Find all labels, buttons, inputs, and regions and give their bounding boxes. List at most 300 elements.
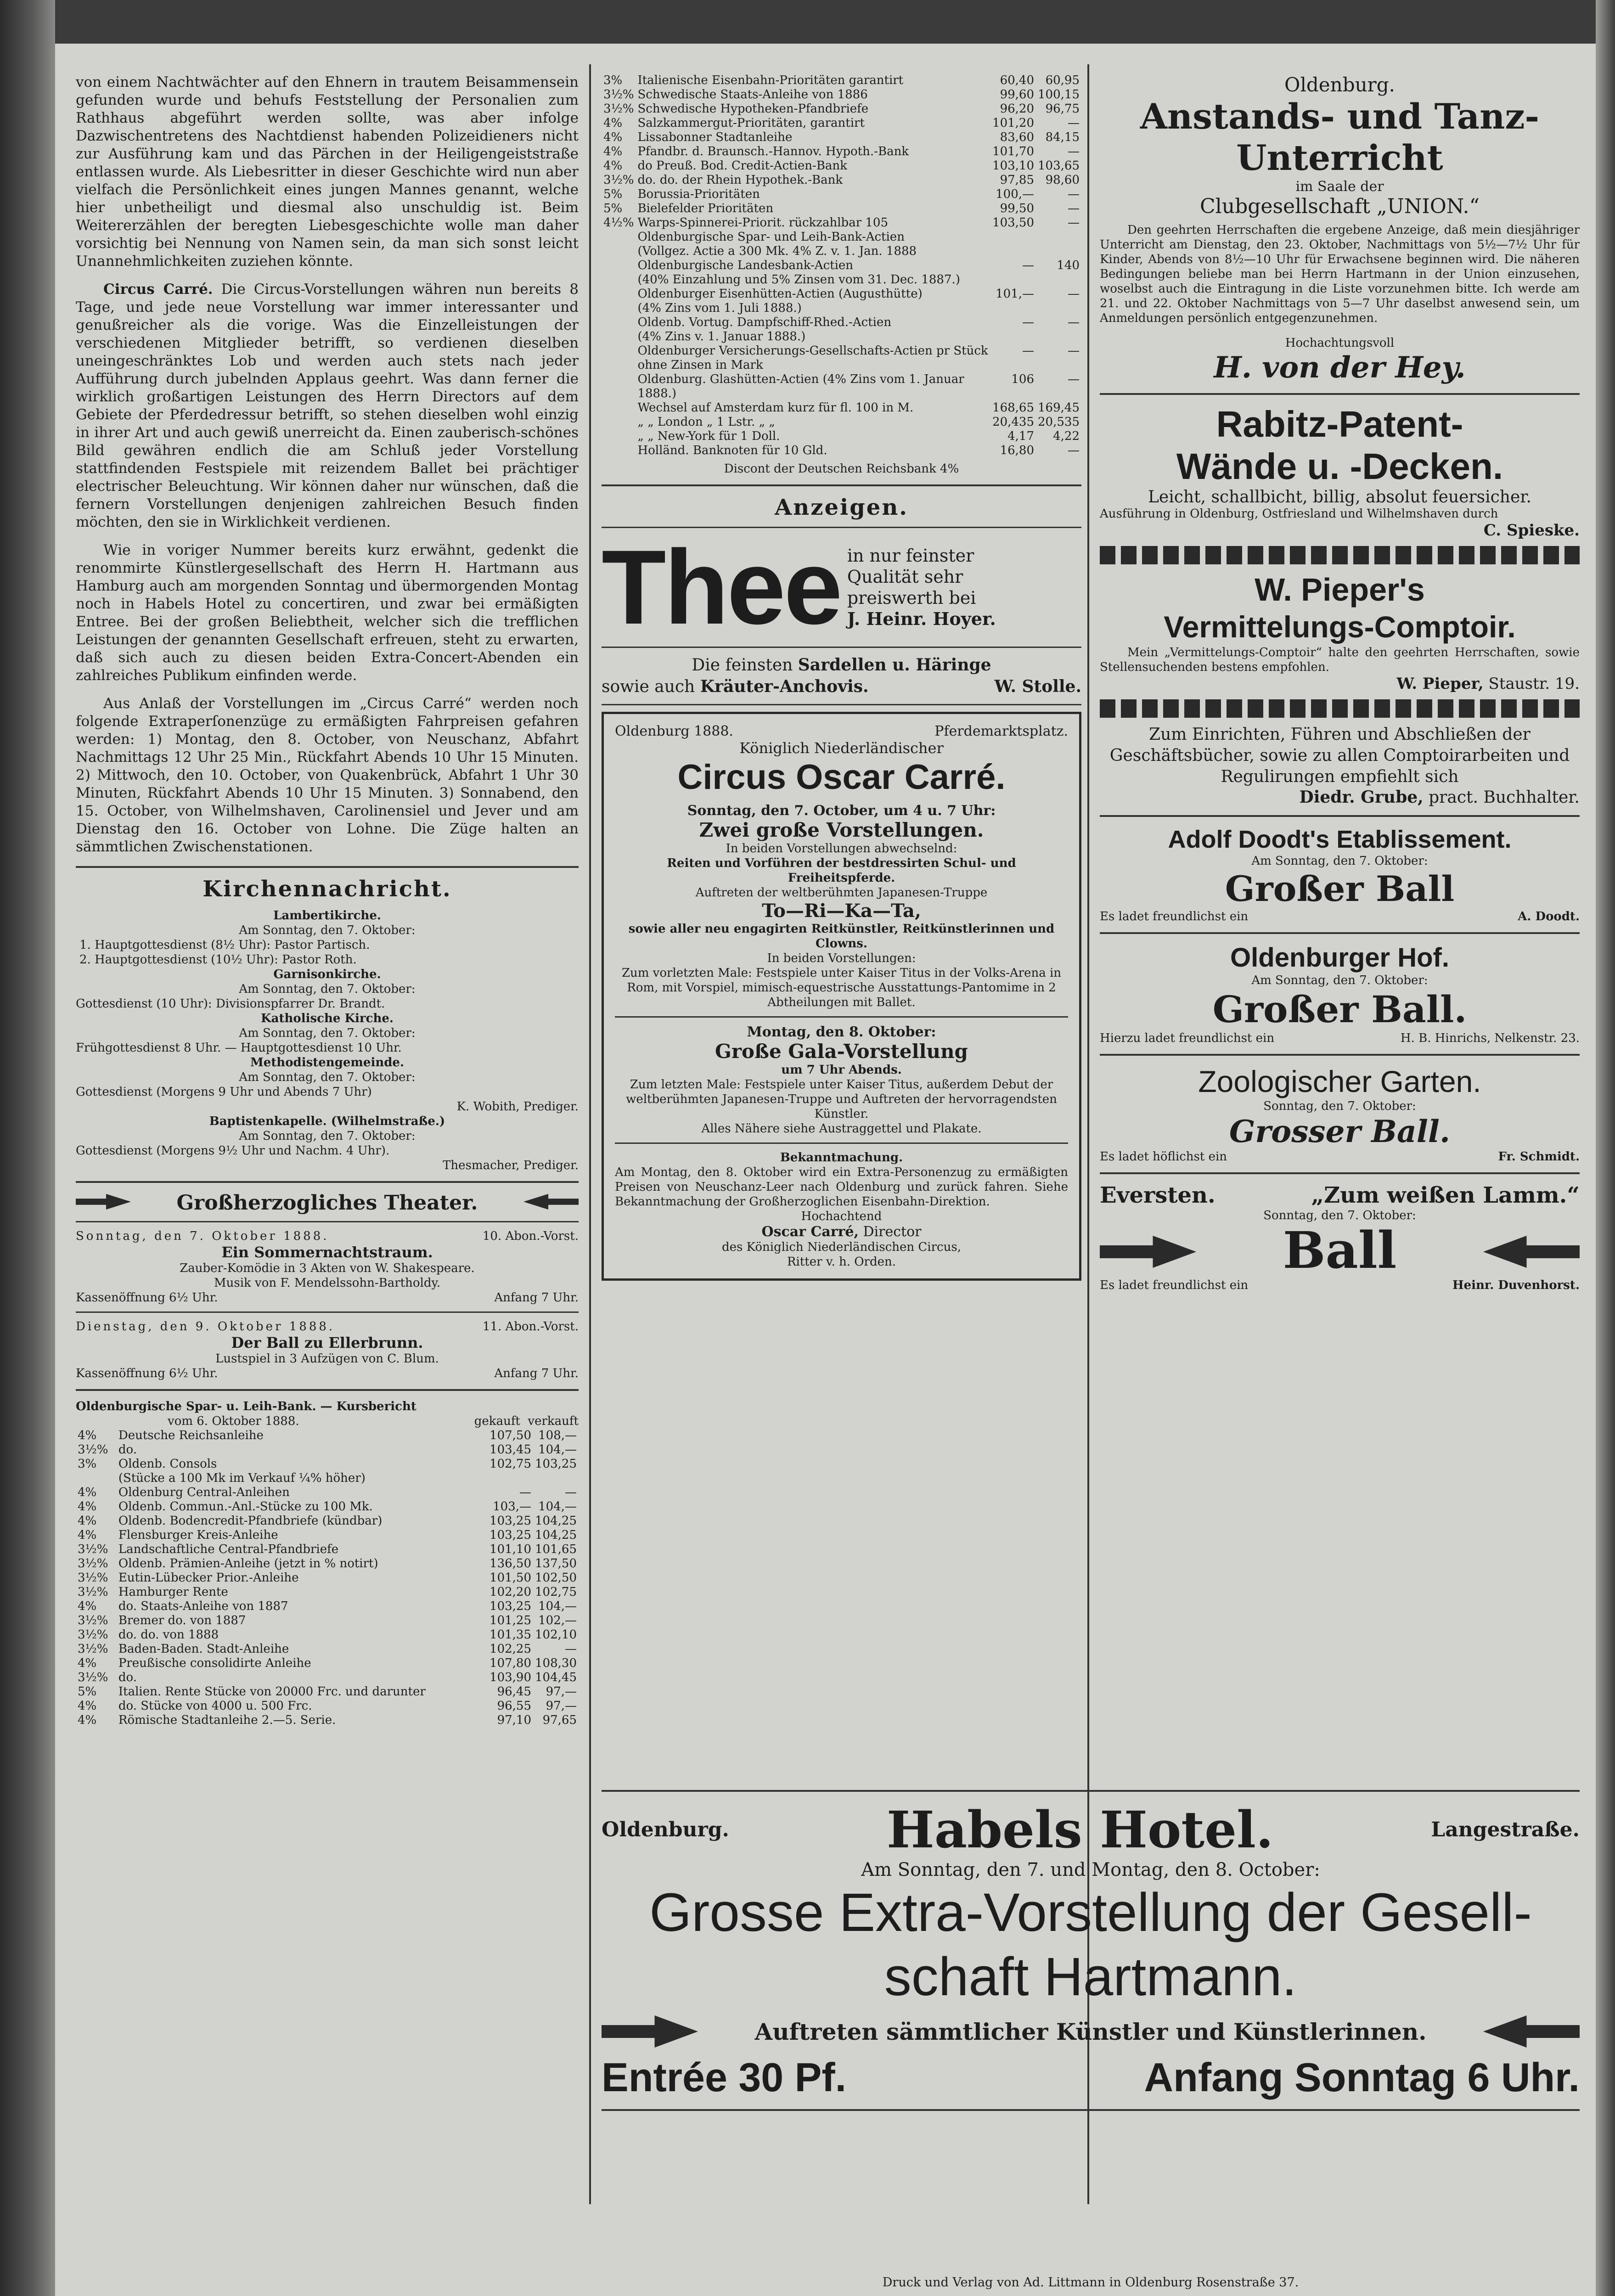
- rate-security: Lissabonner Stadtanleihe: [637, 130, 793, 144]
- rate-security: Holländ. Banknoten für 10 Gld.: [637, 444, 827, 457]
- rate-sold: 84,15: [1045, 130, 1080, 144]
- church-date: Am Sonntag, den 7. Oktober:: [239, 923, 416, 937]
- theater-desc: Lustspiel in 3 Aufzügen von C. Blum.: [215, 1352, 439, 1366]
- eversten-inn: „Zum weißen Lamm.“: [1311, 1182, 1580, 1208]
- pieper-address: Staustr. 19.: [1488, 675, 1580, 693]
- rate-percent: 4%: [78, 1514, 97, 1528]
- habels-header: [602, 1800, 1580, 1859]
- rate-bought: 16,80: [1000, 444, 1035, 457]
- dance-regards: Hochachtungsvoll: [1285, 336, 1395, 350]
- rate-row: [76, 1471, 579, 1486]
- rate-security: Oldenburg Central-Anleihen: [118, 1486, 290, 1499]
- habels-entree: Entrée 30 Pf.: [602, 2054, 847, 2100]
- rate-row: [76, 1628, 579, 1642]
- rate-security: Oldenb. Prämien-Anleihe (jetzt in % notirt): [118, 1557, 378, 1570]
- circus-more: Alles Nähere siehe Austraggettel und Plakate.: [701, 1122, 982, 1136]
- rate-bought: 101,35: [490, 1628, 532, 1642]
- doodt-ball: Großer Ball: [1225, 868, 1455, 909]
- bank-subheader: [76, 1414, 579, 1429]
- rate-percent: 3½%: [603, 102, 634, 116]
- rate-percent: 5%: [603, 187, 623, 201]
- rate-sold: —: [1068, 444, 1080, 457]
- circus-signature: [615, 1224, 1068, 1240]
- hof-date: Am Sonntag, den 7. Oktober:: [1251, 974, 1428, 987]
- rate-percent: 3½%: [78, 1585, 108, 1599]
- rate-sold: 169,45: [1038, 401, 1080, 415]
- rate-row: [76, 1542, 579, 1557]
- tea-line: preiswerth bei: [847, 588, 976, 608]
- rate-percent: 4%: [78, 1486, 97, 1499]
- column-rule-1: [589, 64, 591, 2204]
- theater-open: Kassenöffnung 6½ Uhr.: [76, 1291, 218, 1305]
- church-line: Gottesdienst (Morgens 9 Uhr und Abends 7 Uhr): [76, 1085, 372, 1099]
- rate-security: Italien. Rente Stücke von 20000 Frc. und darunter: [118, 1685, 426, 1699]
- article-circus-head: Circus Carré.: [103, 281, 213, 298]
- eversten-date: Sonntag, den 7. Oktober:: [1263, 1209, 1416, 1222]
- rate-sold: 4,22: [1053, 429, 1080, 443]
- rate-row: [76, 1671, 579, 1685]
- rate-row: [602, 344, 1081, 372]
- circus-name: Circus Oscar Carré.: [677, 758, 1006, 797]
- rate-bought: 101,25: [490, 1614, 532, 1627]
- circus-time: um 7 Uhr Abends.: [781, 1063, 902, 1077]
- dance-signature: H. von der Hey.: [1214, 350, 1466, 385]
- rate-percent: 3½%: [603, 173, 634, 187]
- circus-artists: sowie aller neu engagirten Reitkünstler, Reitkünstlerinnen und Clowns.: [628, 922, 1055, 951]
- theater-abo: 10. Abon.-Vorst.: [482, 1229, 579, 1243]
- rate-security: Salzkammergut-Prioritäten, garantirt: [637, 116, 865, 130]
- rate-row: [76, 1685, 579, 1699]
- rate-security: Pfandbr. d. Braunsch.-Hannov. Hypoth.-Bank: [637, 145, 909, 158]
- rate-sold: 104,—: [538, 1443, 577, 1457]
- rate-percent: [602, 372, 636, 401]
- theater-start: Anfang 7 Uhr.: [494, 1367, 579, 1380]
- rate-bought: 101,10: [490, 1542, 532, 1556]
- habels-headline-1: Grosse Extra-Vorstellung der Gesell-: [649, 1882, 1532, 1943]
- habels-headline-2: schaft Hartmann.: [884, 1947, 1297, 2007]
- rate-row: [76, 1443, 579, 1457]
- zoo-title: Zoologischer Garten.: [1198, 1064, 1481, 1098]
- rate-bought: —: [1022, 344, 1035, 358]
- circus-notice-title: Bekanntmachung.: [780, 1151, 903, 1165]
- rate-percent: [602, 287, 636, 301]
- pointing-hand-icon: [602, 2015, 698, 2048]
- rate-security: Borussia-Prioritäten: [637, 187, 760, 201]
- rate-bought: 83,60: [1000, 130, 1035, 144]
- circus-both2: In beiden Vorstellungen:: [767, 951, 916, 965]
- securities-rates-table: [602, 73, 1081, 458]
- church-date: Am Sonntag, den 7. Oktober:: [239, 1026, 416, 1040]
- rate-security: Flensburger Kreis-Anleihe: [118, 1528, 278, 1542]
- divider: [615, 1016, 1068, 1018]
- rate-row: [602, 273, 1081, 287]
- doodt-signature: A. Doodt.: [1518, 910, 1580, 923]
- pieper-name: W. Pieper,: [1396, 675, 1484, 693]
- tea-line: Qualität sehr: [847, 567, 963, 587]
- tea-ad: [602, 528, 1081, 646]
- rate-sold: 108,—: [538, 1429, 577, 1442]
- rate-security: Oldenburger Versicherungs-Gesellschafts-Actien pr Stück ohne Zinsen in Mark: [637, 344, 988, 372]
- rate-security: Bielefelder Prioritäten: [637, 202, 774, 215]
- rate-row: [76, 1500, 579, 1514]
- rate-row: [602, 159, 1081, 173]
- church-catholic: Katholische Kirche.: [261, 1012, 394, 1025]
- theater-times: [76, 1290, 579, 1305]
- rate-bought: 20,435: [992, 415, 1035, 429]
- divider: [76, 866, 579, 868]
- rate-security: Römische Stadtanleihe 2.—5. Serie.: [118, 1713, 336, 1727]
- eversten-place: Eversten.: [1100, 1182, 1215, 1208]
- rate-bought: [990, 330, 1036, 344]
- rate-row: [76, 1486, 579, 1500]
- rate-row: [602, 130, 1081, 145]
- rate-percent: [602, 273, 636, 287]
- doodt-invite: Es ladet freundlichst ein: [1100, 910, 1249, 923]
- rate-sold: 100,15: [1038, 88, 1080, 101]
- theater-play: Der Ball zu Ellerbrunn.: [231, 1334, 423, 1351]
- rate-sold: —: [1068, 116, 1080, 130]
- rate-percent: [602, 415, 636, 429]
- rate-row: [76, 1585, 579, 1599]
- rate-bought: 4,17: [1007, 429, 1035, 443]
- church-preacher: Thesmacher, Prediger.: [443, 1159, 579, 1172]
- rate-bought: 102,75: [490, 1457, 532, 1471]
- stolle-text: Die feinsten: [692, 656, 793, 675]
- rate-bought: 60,40: [1000, 73, 1035, 87]
- divider: [602, 704, 1081, 705]
- rate-row: [76, 1656, 579, 1671]
- rate-security: Schwedische Staats-Anleihe von 1886: [637, 88, 868, 101]
- rate-security: (Vollgez. Actie a 300 Mk. 4% Z. v. 1. Jan. 1888: [637, 244, 917, 258]
- rate-sold: [1036, 330, 1081, 344]
- rate-percent: [602, 344, 636, 372]
- rate-sold: —: [1068, 187, 1080, 201]
- church-date: Am Sonntag, den 7. Oktober:: [239, 1070, 416, 1084]
- rate-percent: 4%: [78, 1656, 97, 1670]
- rate-sold: —: [1068, 344, 1080, 358]
- rate-bought: [990, 301, 1036, 315]
- rate-security: Italienische Eisenbahn-Prioritäten garantirt: [637, 73, 904, 87]
- circus-notice: Am Montag, den 8. Oktober wird ein Extra-Personenzug zu ermäßigten Preisen von Neuschanz-Leer nach Oldenburg und zurück fahren. Siehe Bekanntmachung der Großherzoglichen Eisenbahn-Direktion.: [615, 1165, 1068, 1209]
- divider: [76, 1181, 579, 1183]
- hof-invite: Hierzu ladet freundlichst ein: [1100, 1031, 1275, 1045]
- church-methodist: Methodistengemeinde.: [250, 1056, 405, 1069]
- theater-music: Musik von F. Mendelssohn-Bartholdy.: [214, 1276, 440, 1290]
- divider: [1100, 393, 1580, 395]
- zoo-footer: [1100, 1149, 1580, 1164]
- article-circus-carre: [76, 281, 579, 531]
- rate-bought: 102,25: [490, 1642, 532, 1656]
- rate-row: [602, 330, 1081, 344]
- rate-row: [602, 301, 1081, 315]
- divider: [1100, 1172, 1580, 1174]
- rate-percent: 3½%: [78, 1557, 108, 1570]
- divider: [1100, 815, 1580, 817]
- rate-security: Oldenburg. Glashütten-Actien (4% Zins vom 1. Januar 1888.): [637, 372, 964, 400]
- rate-percent: 4%: [603, 130, 623, 144]
- rabitz-title-1: Rabitz-Patent-: [1216, 404, 1463, 445]
- rate-sold: 104,45: [535, 1671, 577, 1684]
- tea-text: [841, 545, 996, 630]
- divider: [76, 1221, 579, 1222]
- book-binding: [0, 0, 55, 2296]
- rate-bought: 103,25: [490, 1599, 532, 1613]
- divider: [1100, 1054, 1580, 1056]
- column-3: [1100, 73, 1580, 1293]
- rate-sold: —: [565, 1642, 577, 1656]
- stolle-product: Sardellen u. Häringe: [798, 655, 991, 675]
- rate-security: do.: [118, 1671, 137, 1684]
- divider: [1100, 932, 1580, 934]
- article-circus-body: Die Circus-Vorstellungen währen nun bereits 8 Tage, und jede neue Vorstellung war immer interessanter und genußreicher als die vorige. Was die Einzelleistungen der verschiedenen Mitglieder betrifft, so verdienen dieselben uneingeschränktes Lob und werden auch stets nach jeder Aufführung durch jubelnden Applaus geehrt. Was dann ferner die wirklich großartigen Leistungen des Herrn Directors auf dem Gebiete der Pferdedressur betrifft, so stehen dieselben wohl einzig in ihrer Art und auch gewiß unerreicht da. Einen zauberisch-schönes Bild gewähren endlich die am Schluß jeder Vorstellung stattfindenden Festspiele mit reizendem Ballet bei prächtiger electrischer Beleuchtung. Wir können daher nur wünschen, daß die fernern Vorstellungen denjenigen zahlreichen Besuch finden möchten, den sie in Wirklichkeit verdienen.: [76, 281, 579, 530]
- rate-security: Oldenb. Commun.-Anl.-Stücke zu 100 Mk.: [118, 1500, 373, 1514]
- rate-percent: [602, 401, 636, 415]
- rate-row: [602, 244, 1081, 259]
- rate-row: [76, 1557, 579, 1571]
- rate-security: (40% Einzahlung und 5% Zinsen vom 31. Dec. 1887.): [637, 273, 960, 287]
- eversten-header: [1100, 1182, 1580, 1208]
- rate-security: do. do. der Rhein Hypothek.-Bank: [637, 173, 843, 187]
- zoo-date: Sonntag, den 7. Oktober:: [1263, 1099, 1416, 1113]
- rate-percent: 4%: [603, 116, 623, 130]
- rate-sold: 104,25: [535, 1514, 577, 1528]
- rate-security: (Stücke a 100 Mk im Verkauf ¼% höher): [118, 1471, 366, 1485]
- divider: [602, 2109, 1580, 2111]
- rate-security: (4% Zins v. 1. Januar 1888.): [637, 330, 806, 343]
- rate-bought: 101,70: [992, 145, 1035, 158]
- theater-date-row: [76, 1319, 579, 1334]
- dance-title-1: Anstands- und Tanz-: [1140, 96, 1540, 137]
- rate-row: [602, 187, 1081, 202]
- grube-signature: [1100, 788, 1580, 807]
- rate-percent: [602, 429, 636, 444]
- habels-street: Langestraße.: [1431, 1818, 1580, 1841]
- grube-name: Diedr. Grube,: [1299, 788, 1424, 807]
- rate-sold: —: [1068, 145, 1080, 158]
- tea-merchant: J. Heinr. Hoyer.: [847, 608, 996, 629]
- rate-sold: 104,—: [538, 1599, 577, 1613]
- rate-sold: —: [565, 1486, 577, 1499]
- eversten-signature: Heinr. Duvenhorst.: [1452, 1278, 1580, 1292]
- discount-rate: Discont der Deutschen Reichsbank 4%: [724, 462, 959, 476]
- rate-percent: 3½%: [78, 1614, 108, 1627]
- church-date: Am Sonntag, den 7. Oktober:: [239, 982, 416, 996]
- theater-abo: 11. Abon.-Vorst.: [482, 1320, 579, 1334]
- rate-bought: 101,20: [992, 116, 1035, 130]
- church-preacher: K. Wobith, Prediger.: [456, 1100, 579, 1114]
- bank-col-bought: gekauft: [474, 1414, 520, 1428]
- rate-security: Preußische consolidirte Anleihe: [118, 1656, 311, 1670]
- rate-percent: [76, 1471, 117, 1486]
- church-line: Gottesdienst (Morgens 9½ Uhr und Nachm. 4 Uhr).: [76, 1144, 390, 1158]
- circus-last: Zum letzten Male: Festspiele unter Kaiser Titus, außerdem Debut der weltberühmten Japanesen-Truppe und Auftreten der hervorragendsten Künstler.: [626, 1078, 1057, 1121]
- rate-row: [602, 429, 1081, 444]
- rate-row: [602, 259, 1081, 273]
- theater-header: [76, 1191, 579, 1215]
- rate-security: Oldenburger Eisenhütten-Actien (Augusthütte): [637, 287, 923, 301]
- stolle-ad: [602, 654, 1081, 698]
- rate-bought: 101,—: [996, 287, 1035, 301]
- dance-hall: im Saale der: [1295, 179, 1384, 195]
- page-fold: [1596, 0, 1615, 2296]
- rate-bought: [488, 1471, 533, 1486]
- habels-start: Anfang Sonntag 6 Uhr.: [1144, 2054, 1580, 2100]
- rate-sold: —: [1068, 216, 1080, 230]
- eversten-ball: Ball: [1283, 1221, 1397, 1280]
- rate-bought: 103,25: [490, 1528, 532, 1542]
- theater-play: Ein Sommernachtstraum.: [221, 1244, 433, 1261]
- church-line: Gottesdienst (10 Uhr): Divisionspfarrer Dr. Brandt.: [76, 997, 385, 1011]
- rate-security: Baden-Baden. Stadt-Anleihe: [118, 1642, 289, 1656]
- rate-percent: 3½%: [603, 88, 634, 101]
- rate-security: Oldenb. Vortug. Dampfschiff-Rhed.-Actien: [637, 315, 892, 329]
- rate-bought: 102,20: [490, 1585, 532, 1599]
- theater-date-row: [76, 1229, 579, 1244]
- rate-row: [76, 1571, 579, 1585]
- hof-title: Oldenburger Hof.: [1230, 943, 1449, 973]
- rate-sold: [1036, 244, 1081, 259]
- rate-percent: 4%: [78, 1429, 97, 1442]
- rate-bought: 97,10: [497, 1713, 532, 1727]
- rate-percent: 4%: [78, 1599, 97, 1613]
- rate-row: [602, 216, 1081, 230]
- church-lamberti: Lambertikirche.: [273, 909, 381, 923]
- circus-director: Oscar Carré,: [761, 1224, 859, 1240]
- article-extra-trains: Aus Anlaß der Vorstellungen im „Circus Carré“ werden noch folgende Extraperſonenzüge zu ermäßigten Fahrpreisen gefahren werden: 1) Montag, den 8. October, von Neuschanz, Abfahrt Nachmittags 12 Uhr 25 Min., Rückfahrt Abends 10 Uhr 15 Minuten. 2) Mittwoch, den 10. October, von Quakenbrück, Abfahrt 1 Uhr 30 Minuten, Rückfahrt Abends 10 Uhr 15 Minuten. 3) Sonnabend, den 15. October, von Wilhelmshaven, Carolinensiel und Jever und am Dienstag den 16. October von Lohne. Die Züge halten an sämmtlichen Zwischenstationen.: [76, 695, 579, 855]
- rate-percent: 4%: [78, 1500, 97, 1514]
- eversten-invite: Es ladet freundlichst ein: [1100, 1278, 1249, 1292]
- rate-bought: 103,25: [490, 1514, 532, 1528]
- eversten-ball-row: [1100, 1223, 1580, 1278]
- rate-percent: [602, 301, 636, 315]
- rabitz-signature: C. Spieske.: [1483, 521, 1580, 540]
- rate-row: [76, 1599, 579, 1614]
- rate-row: [602, 102, 1081, 116]
- grube-text: Zum Einrichten, Führen und Abschließen der Geschäftsbücher, sowie zu allen Comptoirarbeiten und Regulirungen empfiehlt sich: [1109, 725, 1570, 786]
- rate-bought: 97,85: [1000, 173, 1035, 187]
- rate-bought: 99,50: [1000, 202, 1035, 215]
- rate-sold: 97,—: [546, 1699, 577, 1713]
- rate-percent: [602, 315, 636, 330]
- rate-bought: —: [1022, 315, 1035, 329]
- rate-security: Landschaftliche Central-Pfandbriefe: [118, 1542, 339, 1556]
- church-line: Frühgottesdienst 8 Uhr. — Hauptgottesdienst 10 Uhr.: [76, 1041, 402, 1055]
- rate-security: do Preuß. Bod. Credit-Actien-Bank: [637, 159, 847, 173]
- rate-percent: 3½%: [78, 1671, 108, 1684]
- doodt-date: Am Sonntag, den 7. Oktober:: [1251, 854, 1428, 868]
- rate-security: Warps-Spinnerei-Priorit. rückzahlbar 105: [637, 216, 889, 230]
- column-1: [76, 73, 579, 1728]
- rate-percent: 3½%: [78, 1628, 108, 1642]
- rate-bought: 168,65: [992, 401, 1035, 415]
- church-line: 1. Hauptgottesdienst (8½ Uhr): Pastor Partisch.: [79, 938, 370, 952]
- circus-titus: Zum vorletzten Male: Festspiele unter Kaiser Titus in der Volks-Arena in Rom, mit Vorspiel, mimisch-equestrische Ausstattungs-Pantomime in 2 Abtheilungen mit Ballet.: [621, 966, 1062, 1009]
- circus-date: Sonntag, den 7. October, um 4 u. 7 Uhr:: [687, 803, 996, 819]
- rabitz-text: Ausführung in Oldenburg, Ostfriesland und Wilhelmshaven durch: [1100, 507, 1498, 521]
- article-night-watchman: von einem Nachtwächter auf den Ehnern in trautem Beisammensein gefunden wurde und behufs Feststellung der Personalien zum Rathhaus abgeführt werden sollte, was aber infolge Dazwischentretens des Nachtdienst habenden Polizeidieners nicht zur Ausführung kam und das Pärchen in der Heiligengeiststraße entlassen wurde. Als Liebesritter in dieser Geschichte wird nun aber vielfach die Persönlichkeit eines jungen Mannes genannt, welche hier unbetheiligt und diesmal also unschuldig ist. Beim Weitererzählen der beregten Liebesgeschichte wolle man daher vorsichtig bei Nennung von Namen sein, da man sich sonst leicht Unannehmlichkeiten zuziehen könnte.: [76, 74, 579, 270]
- stolle-text: sowie auch: [602, 677, 695, 696]
- divider: [615, 1142, 1068, 1144]
- rate-row: [602, 116, 1081, 130]
- pointing-hand-icon: [1483, 1236, 1580, 1268]
- rate-percent: [602, 259, 636, 273]
- theater-date: Sonntag, den 7. Oktober 1888.: [76, 1229, 329, 1243]
- rate-bought: 103,10: [992, 159, 1035, 173]
- rate-security: Schwedische Hypotheken-Pfandbriefe: [637, 102, 869, 116]
- rate-row: [76, 1642, 579, 1656]
- circus-two-shows: Zwei große Vorstellungen.: [699, 819, 984, 841]
- ornament-border: [1100, 546, 1580, 564]
- hof-ball: Großer Ball.: [1212, 988, 1467, 1031]
- rate-row: [76, 1614, 579, 1628]
- circus-sign3: Ritter v. h. Orden.: [787, 1255, 896, 1269]
- rate-security: do.: [118, 1443, 137, 1457]
- rate-percent: 3½%: [78, 1571, 108, 1585]
- rate-security: do. do. von 1888: [118, 1628, 219, 1642]
- doodt-title: Adolf Doodt's Etablissement.: [1168, 826, 1512, 853]
- theater-times: [76, 1366, 579, 1381]
- pointing-hand-icon: [523, 1194, 579, 1210]
- habels-date: Am Sonntag, den 7. und Montag, den 8. October:: [861, 1859, 1320, 1880]
- circus-troupe: To—Ri—Ka—Ta,: [762, 900, 921, 922]
- circus-sign2: des Königlich Niederländischen Circus,: [722, 1240, 961, 1254]
- rate-sold: [1036, 273, 1081, 287]
- ornament-border: [1100, 699, 1580, 718]
- rate-percent: 4%: [78, 1713, 97, 1727]
- grube-role: pract. Buchhalter.: [1429, 788, 1580, 807]
- rate-security: Oldenburgische Spar- und Leih-Bank-Actien: [637, 230, 905, 244]
- theater-open: Kassenöffnung 6½ Uhr.: [76, 1367, 218, 1380]
- bank-title: Oldenburgische Spar- u. Leih-Bank. — Kursbericht: [76, 1400, 416, 1413]
- circus-royal: Königlich Niederländischer: [739, 739, 944, 757]
- rate-sold: —: [1068, 315, 1080, 329]
- circus-ad: [602, 712, 1081, 1281]
- rate-sold: 102,75: [535, 1585, 577, 1599]
- rate-row: [76, 1713, 579, 1728]
- rate-row: [76, 1429, 579, 1443]
- pointing-hand-icon: [76, 1194, 131, 1210]
- circus-director-role: Director: [863, 1224, 922, 1240]
- rate-bought: 103,90: [490, 1671, 532, 1684]
- rate-row: [76, 1514, 579, 1528]
- doodt-footer: [1100, 909, 1580, 924]
- rate-percent: [602, 330, 636, 344]
- rate-sold: 102,10: [535, 1628, 577, 1642]
- pointing-hand-icon: [1100, 1236, 1196, 1268]
- pieper-title-1: W. Pieper's: [1255, 572, 1425, 608]
- column-2: [602, 73, 1081, 1281]
- eversten-footer: [1100, 1278, 1580, 1293]
- circus-horses: Reiten und Vorführen der bestdressirten Schul- und Freiheitspferde.: [667, 856, 1016, 885]
- rate-row: [602, 230, 1081, 244]
- rate-bought: 96,20: [1000, 102, 1035, 116]
- circus-header: [615, 723, 1068, 739]
- rate-bought: [990, 244, 1036, 259]
- habels-hotel-ad: [602, 1782, 1580, 2119]
- theater-title: Großherzogliches Theater.: [176, 1191, 478, 1215]
- circus-both: In beiden Vorstellungen abwechselnd:: [726, 842, 957, 855]
- rate-sold: 140: [1057, 259, 1080, 272]
- rate-security: Hamburger Rente: [118, 1585, 228, 1599]
- rate-bought: 96,45: [497, 1685, 532, 1699]
- divider: [602, 647, 1081, 648]
- rate-security: Wechsel auf Amsterdam kurz für fl. 100 in M.: [637, 401, 914, 415]
- rate-bought: 103,50: [992, 216, 1035, 230]
- zoo-ball: Grosser Ball.: [1229, 1114, 1450, 1149]
- rate-security: Deutsche Reichsanleihe: [118, 1429, 264, 1442]
- habels-artists-row: [602, 2015, 1580, 2048]
- rate-percent: [602, 444, 636, 458]
